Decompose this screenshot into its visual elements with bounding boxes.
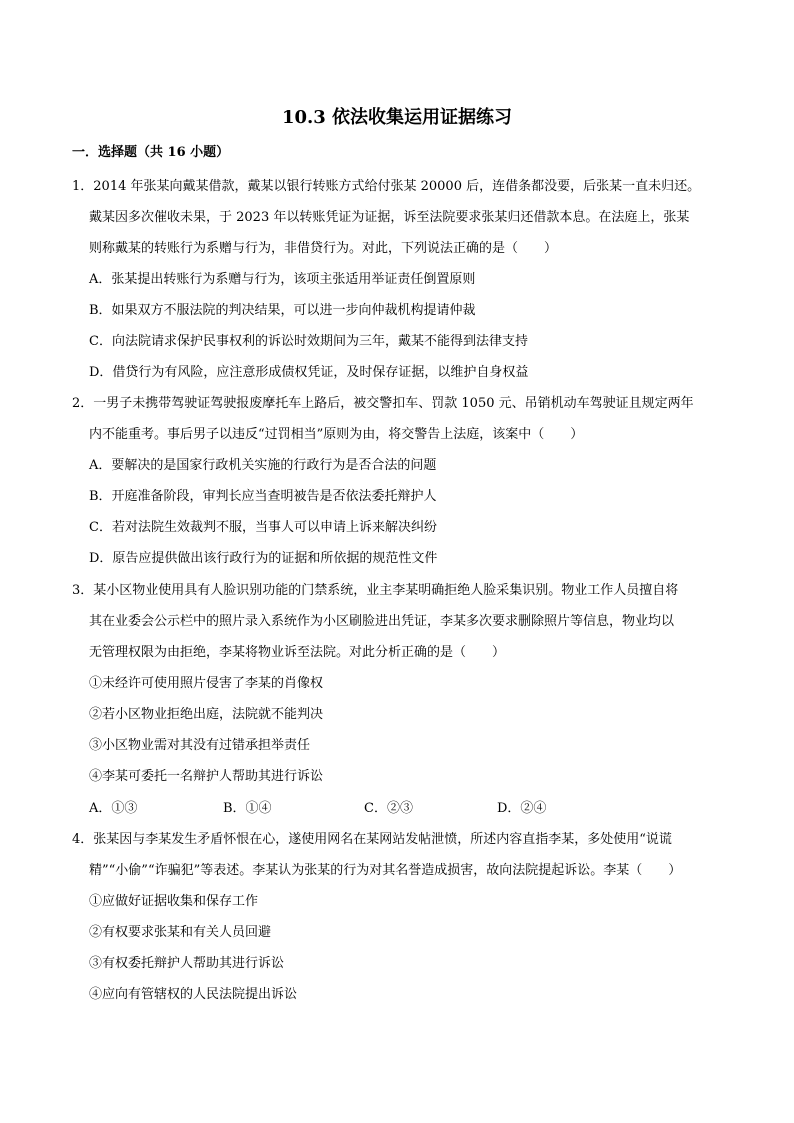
section-heading: 一．选择题（共 16 小题） bbox=[72, 145, 230, 160]
q4-stem-line-2: 精”“小偷”“诈骗犯”等表述。李某认为张某的行为对其名誉造成损害，故向法院提起诉讼。李某（ ） bbox=[89, 863, 682, 878]
q1-option-d: D．借贷行为有风险，应注意形成债权凭证，及时保存证据，以维护自身权益 bbox=[89, 365, 529, 380]
q1-option-b: B．如果双方不服法院的判决结果，可以进一步向仲裁机构提请仲裁 bbox=[89, 303, 476, 318]
q2-option-a: A．要解决的是国家行政机关实施的行政行为是否合法的问题 bbox=[89, 458, 437, 473]
q2-option-d: D．原告应提供做出该行政行为的证据和所依据的规范性文件 bbox=[89, 551, 438, 566]
q3-stem-line-3: 无管理权限为由拒绝，李某将物业诉至法院。对此分析正确的是（ ） bbox=[89, 645, 506, 660]
q4-statement-4: ④应向有管辖权的人民法院提出诉讼 bbox=[89, 987, 298, 1002]
q4-statement-2: ②有权要求张某和有关人员回避 bbox=[89, 925, 272, 940]
q3-statement-3: ③小区物业需对其没有过错承担举责任 bbox=[89, 738, 311, 753]
q1-option-a: A．张某提出转账行为系赠与行为，该项主张适用举证责任倒置原则 bbox=[89, 272, 476, 287]
q3-choice-d: D．②④ bbox=[497, 801, 547, 816]
q3-stem-line-2: 其在业委会公示栏中的照片录入系统作为小区刷脸进出凭证，李某多次要求删除照片等信息，物业均以 bbox=[89, 614, 675, 629]
q2-stem-line-2: 内不能重考。事后男子以违反“过罚相当”原则为由，将交警告上法庭，该案中（ ） bbox=[89, 427, 584, 442]
q4-statement-3: ③有权委托辩护人帮助其进行诉讼 bbox=[89, 956, 285, 971]
q4-statement-1: ①应做好证据收集和保存工作 bbox=[89, 894, 259, 909]
q3-stem-line-1: 3．某小区物业使用具有人脸识别功能的门禁系统，业主李某明确拒绝人脸采集识别。物业工作人员擅自将 bbox=[72, 583, 679, 598]
q3-statement-4: ④李某可委托一名辩护人帮助其进行诉讼 bbox=[89, 769, 324, 784]
page-title: 10.3 依法收集运用证据练习 bbox=[281, 107, 513, 128]
q2-option-c: C．若对法院生效裁判不服，当事人可以申请上诉来解决纠纷 bbox=[89, 520, 437, 535]
q3-statement-2: ②若小区物业拒绝出庭，法院就不能判决 bbox=[89, 707, 324, 722]
q3-choice-b: B．①④ bbox=[223, 801, 272, 816]
q1-option-c: C．向法院请求保护民事权利的诉讼时效期间为三年，戴某不能得到法律支持 bbox=[89, 334, 528, 349]
q2-option-b: B．开庭准备阶段，审判长应当查明被告是否依法委托辩护人 bbox=[89, 489, 437, 504]
q3-choice-c: C．②③ bbox=[364, 801, 413, 816]
q1-stem-line-1: 1．2014 年张某向戴某借款，戴某以银行转账方式给付张某 20000 后，连借条都没要，后张某一直未归还。 bbox=[72, 179, 701, 194]
q3-choice-a: A．①③ bbox=[89, 801, 138, 816]
q3-statement-1: ①未经许可使用照片侵害了李某的肖像权 bbox=[89, 676, 324, 691]
q1-stem-line-3: 则称戴某的转账行为系赠与行为，非借贷行为。对此，下列说法正确的是（ ） bbox=[89, 241, 558, 256]
q1-stem-line-2: 戴某因多次催收未果，于 2023 年以转账凭证为证据，诉至法院要求张某归还借款本息。在法庭上，张某 bbox=[89, 210, 690, 225]
q4-stem-line-1: 4．张某因与李某发生矛盾怀恨在心，遂使用网名在某网站发帖泄愤，所述内容直指李某，多处使用“说谎 bbox=[72, 832, 672, 847]
q2-stem-line-1: 2．一男子未携带驾驶证驾驶报废摩托车上路后，被交警扣车、罚款 1050 元、吊销机动车驾驶证且规定两年 bbox=[72, 396, 694, 411]
